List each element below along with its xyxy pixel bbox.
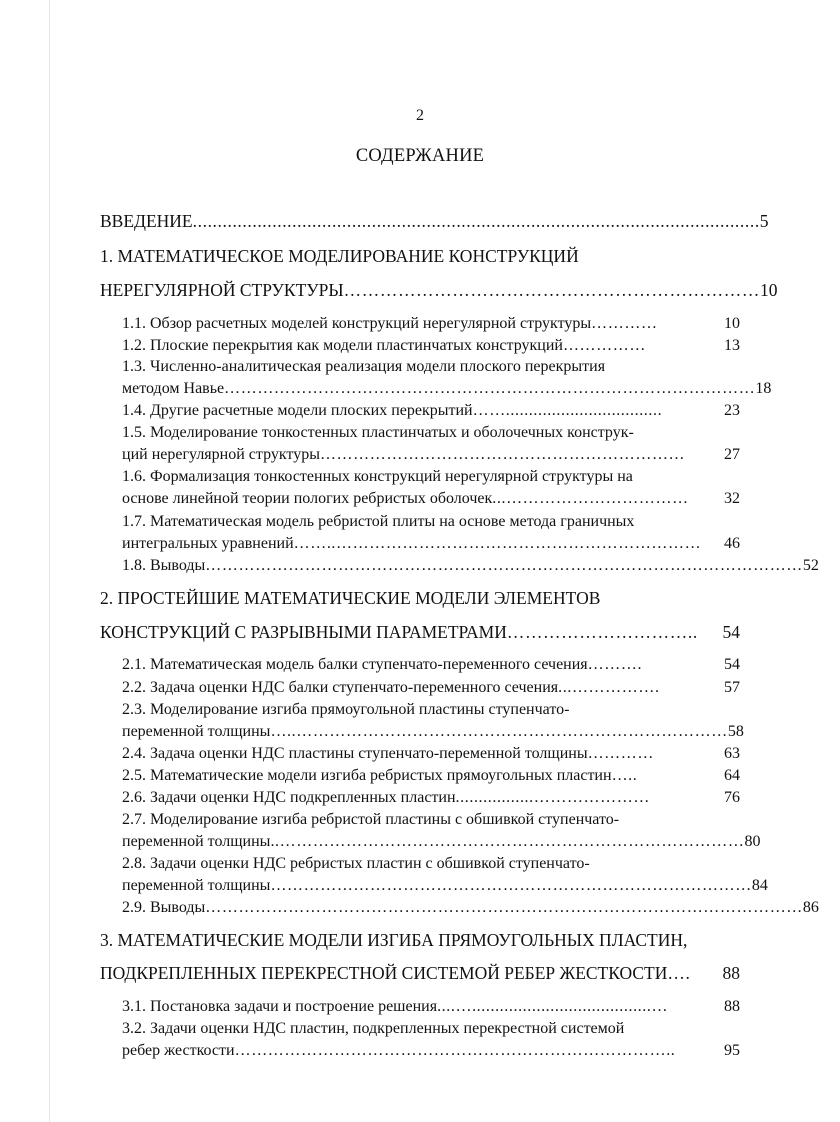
toc-section-1-8[interactable] [122,557,819,575]
toc-section-2-8-line1: 2.8. Задачи оценки НДС ребристых пластин с обшивкой ступенчато- [122,855,590,872]
toc-page-number: 27 [724,446,740,463]
toc-section-1-5-line1: 1.5. Моделирование тонкостенных пластинчатых и оболочечных конструк- [122,424,634,441]
toc-leader-dots: ………… [591,315,658,332]
toc-chapter-2[interactable] [100,622,740,643]
toc-entry-title: 2.6. Задачи оценки НДС подкрепленных пластин [122,789,456,806]
toc-page-number: 10 [724,315,740,332]
toc-entry-title: 2.5. Математические модели изгиба ребристых прямоугольных пластин [122,767,612,784]
toc-page-number: 64 [724,767,740,784]
toc-section-2-7-line1: 2.7. Моделирование изгиба ребристой пластины с обшивкой ступенчато- [122,811,620,828]
toc-leader-dots: ....….......................................… [437,998,669,1015]
toc-entry-title: 1.4. Другие расчетные модели плоских перекрытий [122,402,473,419]
toc-entry-title: КОНСТРУКЦИЙ С РАЗРЫВНЫМИ ПАРАМЕТРАМИ [100,622,507,642]
toc-section-2-9[interactable] [122,899,819,917]
toc-leader-dots: …..…………………………………………………………………… [270,723,728,740]
toc-leader-dots: …………………………………………………………………………………… [224,380,756,397]
toc-section-1-4[interactable] [122,402,740,420]
toc-page-number: 46 [724,535,740,552]
toc-chapter-3-heading: 3. МАТЕМАТИЧЕСКИЕ МОДЕЛИ ИЗГИБА ПРЯМОУГОЛЬНЫХ ПЛАСТИН, [100,930,688,950]
toc-chapter-2-heading: 2. ПРОСТЕЙШИЕ МАТЕМАТИЧЕСКИЕ МОДЕЛИ ЭЛЕМЕНТОВ [100,588,601,608]
toc-leader-dots: ..………………………………………………………………………… [270,833,745,850]
toc-entry-title: 2.2. Задача оценки НДС балки ступенчато-переменного сечения [122,679,559,696]
toc-leader-dots: ………………………….. [506,622,698,642]
toc-section-1-2[interactable] [122,337,740,355]
page-title: СОДЕРЖАНИЕ [355,146,485,166]
toc-section-1-7[interactable] [122,535,740,553]
toc-leader-dots: …. [667,963,691,983]
toc-entry-title: ВВЕДЕНИЕ [100,211,193,231]
toc-page-number: 88 [724,998,740,1015]
toc-entry-title: 2.4. Задача оценки НДС пластины ступенчато-переменной толщины [122,745,588,762]
toc-entry-title: интегральных уравнений [122,535,294,552]
toc-section-1-3[interactable] [122,380,772,398]
toc-section-2-3-line1: 2.3. Моделирование изгиба прямоугольной пластины ступенчато- [122,701,570,718]
toc-leader-dots: ………. [587,656,643,673]
toc-chapter-3[interactable] [100,963,740,984]
toc-section-2-1[interactable] [122,656,740,674]
toc-page-number: 18 [755,380,772,397]
toc-page-number: 13 [724,337,740,354]
toc-entry-title: переменной толщины [122,833,271,850]
toc-page-number: 54 [722,622,740,642]
toc-section-3-1[interactable] [122,998,740,1016]
toc-entry-title: 1.8. Выводы [122,557,206,574]
toc-entry-title: ций нерегулярной структуры [122,446,320,463]
toc-leader-dots: …………………………………………………………………………… [270,877,752,894]
toc-section-1-5[interactable] [122,446,740,464]
toc-section-2-2[interactable] [122,679,740,697]
toc-section-1-6[interactable] [122,490,740,508]
toc-entry-title: ребер жесткости [122,1042,235,1059]
toc-page-number: 95 [724,1042,740,1059]
toc-page-number: 54 [724,656,740,673]
toc-leader-dots: ……..………………………………………………………… [293,535,702,552]
toc-page-number: 88 [722,963,740,983]
toc-entry-title: 2.1. Математическая модель балки ступенчато-переменного сечения [122,656,588,673]
toc-entry-title: 2.9. Выводы [122,899,206,916]
toc-section-1-6-line1: 1.6. Формализация тонкостенных конструкций нерегулярной структуры на [122,468,633,485]
toc-page-number: 80 [744,833,761,850]
toc-entry-title: переменной толщины [122,877,271,894]
toc-leader-dots: ...…………………………… [492,490,689,507]
toc-section-2-8[interactable] [122,877,768,895]
toc-entry-title: основе линейной теории пологих ребристых оболочек [122,490,493,507]
toc-page-number: 23 [724,402,740,419]
toc-leader-dots: ……………………………………………………………………………………………… [205,899,803,916]
toc-page-number: 76 [724,789,740,806]
toc-section-3-2[interactable] [122,1042,740,1060]
toc-entry-title: ПОДКРЕПЛЕННЫХ ПЕРЕКРЕСТНОЙ СИСТЕМОЙ РЕБЕР ЖЕСТКОСТИ [100,963,668,983]
toc-section-2-6[interactable] [122,789,740,807]
toc-entry-title: переменной толщины [122,723,271,740]
toc-page-number: 86 [802,899,819,916]
toc-leader-dots: …………… [562,337,646,354]
toc-page-number: 57 [724,679,740,696]
toc-leader-dots: ………… [587,745,654,762]
toc-section-1-3-line1: 1.3. Численно-аналитическая реализация модели плоского перекрытия [122,358,606,375]
toc-leader-dots: .................................................................................................................. [192,211,760,231]
toc-chapter-1-heading: 1. МАТЕМАТИЧЕСКОЕ МОДЕЛИРОВАНИЕ КОНСТРУКЦИЙ [100,246,579,266]
toc-entry-title: методом Навье [122,380,225,397]
toc-page-number: 63 [724,745,740,762]
toc-leader-dots: …………………………………………………………… [343,280,760,300]
toc-leader-dots: …….................................. [472,402,663,419]
toc-leader-dots: ………………………………………………………… [319,446,686,463]
scan-edge-line [49,0,50,1122]
toc-section-2-4[interactable] [122,745,740,763]
toc-section-3-2-line1: 3.2. Задачи оценки НДС пластин, подкрепленных перекрестной системой [122,1020,625,1037]
toc-page-number: 52 [802,557,819,574]
toc-entry-introduction[interactable] [100,211,769,232]
toc-section-1-1[interactable] [122,315,740,333]
toc-leader-dots: .................………………… [455,789,650,806]
toc-page-number: 84 [751,877,768,894]
page-number: 2 [416,107,424,124]
toc-leader-dots: ……………………………………………………………………………………………… [205,557,803,574]
toc-leader-dots: ...……………. [558,679,660,696]
toc-leader-dots: ….. [611,767,638,784]
toc-page-number: 32 [724,490,740,507]
toc-page-number: 5 [759,211,769,231]
toc-page-number: 58 [727,723,744,740]
toc-page-number: 10 [759,280,778,300]
toc-section-2-5[interactable] [122,767,740,785]
toc-section-2-7[interactable] [122,833,761,851]
toc-chapter-1[interactable] [100,280,778,301]
toc-section-2-3[interactable] [122,723,744,741]
toc-entry-title: 1.1. Обзор расчетных моделей конструкций нерегулярной структуры [122,315,592,332]
toc-entry-title: НЕРЕГУЛЯРНОЙ СТРУКТУРЫ [100,280,344,300]
toc-section-1-7-line1: 1.7. Математическая модель ребристой плиты на основе метода граничных [122,513,635,530]
toc-leader-dots: …………………………………………………………………….. [234,1042,676,1059]
toc-entry-title: 1.2. Плоские перекрытия как модели пластинчатых конструкций [122,337,563,354]
toc-entry-title: 3.1. Постановка задачи и построение решения [122,998,438,1015]
